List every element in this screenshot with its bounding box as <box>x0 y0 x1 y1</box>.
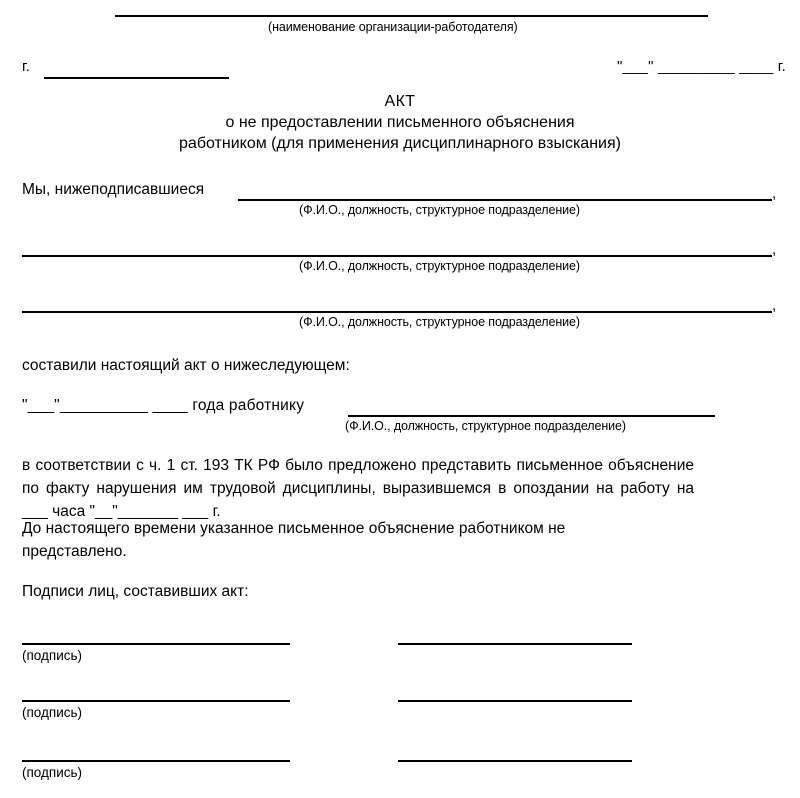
signatory-rule-3[interactable] <box>22 311 772 313</box>
signatory-caption-3: (Ф.И.О., должность, структурное подразделение) <box>299 315 580 329</box>
signature-rule-right-1[interactable] <box>398 643 632 645</box>
signatures-heading: Подписи лиц, составивших акт: <box>22 583 249 600</box>
worker-name-rule[interactable] <box>348 415 715 417</box>
signatory-comma-1: , <box>772 185 777 202</box>
document-subtitle-line-2: работником (для применения дисциплинарного взыскания) <box>179 135 621 153</box>
city-rule[interactable] <box>44 77 229 79</box>
body-paragraph-legal-basis: в соответствии с ч. 1 ст. 193 ТК РФ было предложено представить письменное объяснение по факту нарушения им трудовой дисциплины, выразившемся в опоздании на работу на ___ часа "__"_______ ___ г. <box>22 457 694 520</box>
organization-name-rule[interactable] <box>115 15 708 17</box>
signatory-caption-2: (Ф.И.О., должность, структурное подразделение) <box>299 259 580 273</box>
incident-date-worker-blank[interactable]: "___"__________ ____ года работнику <box>22 397 305 414</box>
signatory-comma-2: , <box>772 241 777 258</box>
signature-rule-left-3[interactable] <box>22 760 290 762</box>
city-label: г. <box>22 58 30 75</box>
drew-up-statement: составили настоящий акт о нижеследующем: <box>22 357 350 374</box>
signature-rule-left-2[interactable] <box>22 700 290 702</box>
page-title: АКТ <box>384 93 416 110</box>
document-subtitle-line-1: о не предоставлении письменного объяснения <box>225 114 575 132</box>
signatory-comma-3: , <box>772 297 777 314</box>
signature-caption-3: (подпись) <box>22 765 83 780</box>
body-paragraph-not-provided-line-2: представлено. <box>22 542 127 560</box>
signature-rule-right-2[interactable] <box>398 700 632 702</box>
signature-caption-1: (подпись) <box>22 648 83 663</box>
organization-name-caption: (наименование организации-работодателя) <box>268 20 518 34</box>
header-date-blank[interactable]: "___" _________ ____ г. <box>616 58 786 75</box>
signature-rule-left-1[interactable] <box>22 643 290 645</box>
signatory-rule-1[interactable] <box>238 199 772 201</box>
signature-caption-2: (подпись) <box>22 705 83 720</box>
document-title-block <box>0 91 800 154</box>
body-paragraph-not-provided <box>22 518 682 564</box>
signatory-rule-2[interactable] <box>22 255 772 257</box>
undersigned-label: Мы, нижеподписавшиеся <box>22 181 205 198</box>
signatory-caption-1: (Ф.И.О., должность, структурное подразделение) <box>299 203 580 217</box>
worker-name-caption: (Ф.И.О., должность, структурное подразделение) <box>345 419 626 433</box>
body-paragraph-not-provided-line-1: До настоящего времени указанное письменное объяснение работником не <box>22 520 566 537</box>
signature-rule-right-3[interactable] <box>398 760 632 762</box>
